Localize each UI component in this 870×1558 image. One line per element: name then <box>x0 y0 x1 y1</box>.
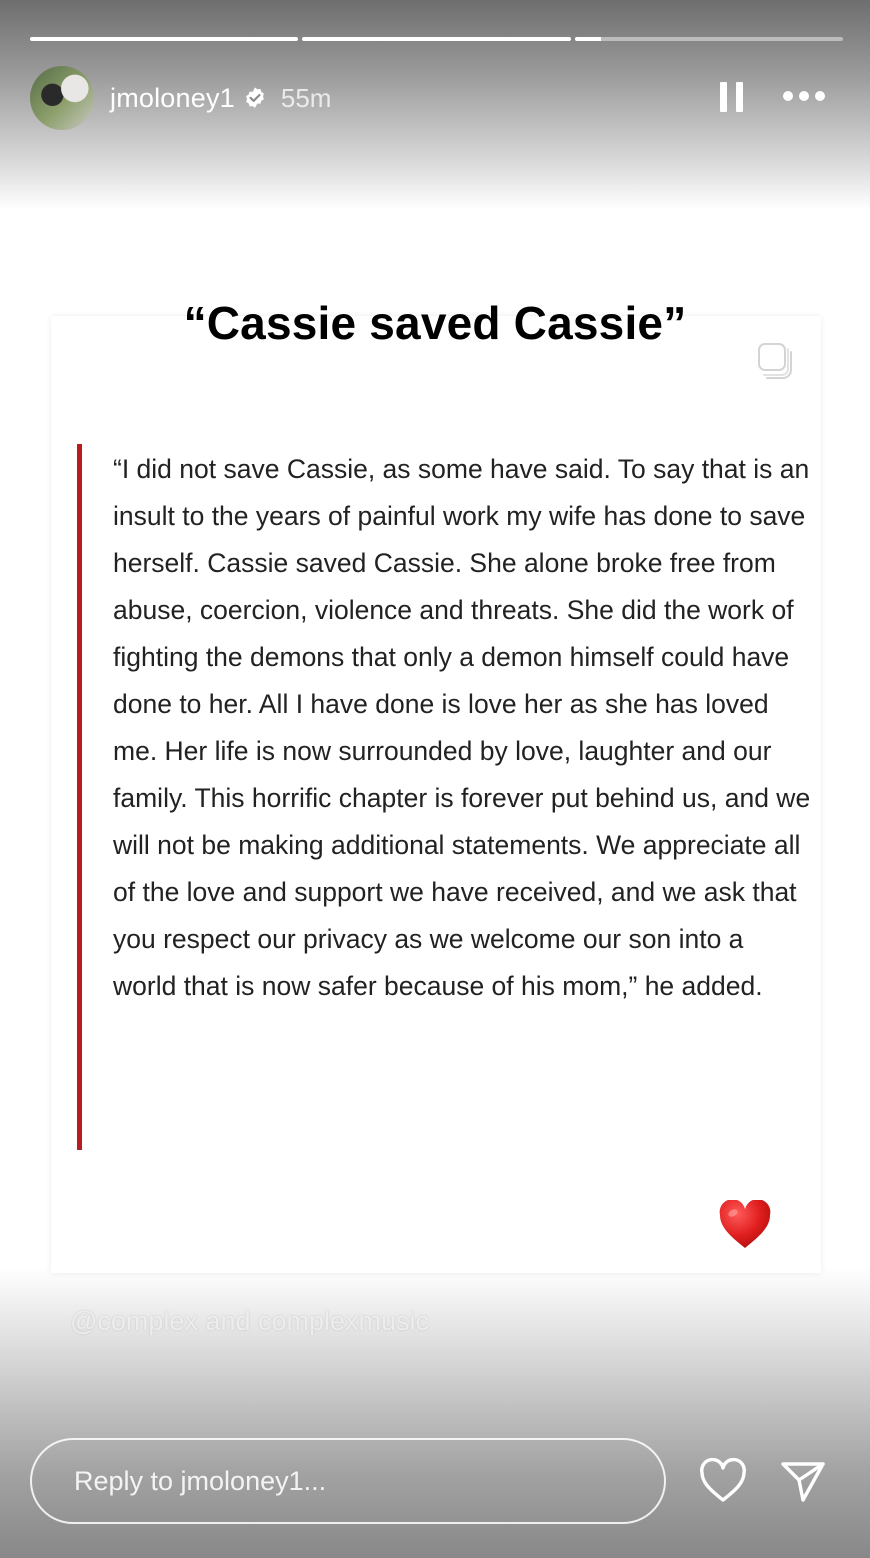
send-icon[interactable] <box>779 1458 827 1504</box>
progress-segment <box>575 37 843 41</box>
story-progress-bar <box>30 37 843 41</box>
username[interactable]: jmoloney1 <box>110 82 235 113</box>
more-options-icon[interactable] <box>782 86 826 106</box>
quote-accent-bar <box>77 444 82 1150</box>
reply-input[interactable] <box>72 1465 636 1498</box>
heart-outline-icon[interactable] <box>699 1458 747 1504</box>
progress-segment <box>302 37 570 41</box>
credit-caption: @complex and complexmusic <box>70 1306 430 1336</box>
profile-avatar[interactable] <box>30 66 94 130</box>
story-header <box>30 66 840 130</box>
post-time: 55m <box>280 82 332 113</box>
reply-field[interactable] <box>30 1438 666 1524</box>
quote-text: “I did not save Cassie, as some have said. To say that is an insult to the years of painful work my wife has done to save herself. Cassie saved Cassie. She alone broke free from abuse, coercion, violence and threats. She did the work of fighting the demons that only a demon himself could have done to her. All I have done is love her as she has loved me. Her life is now surrounded by love, laughter and our family. This horrific chapter is forever put behind us, and we will not be making additional statements. We appreciate all of the love and support we have received, and we ask that you respect our privacy as we welcome our son into a world that is now safer because of his mom,” he added. <box>113 454 811 1001</box>
red-heart-emoji <box>718 1200 772 1250</box>
verified-badge-icon <box>243 86 267 110</box>
headline: “Cassie saved Cassie” <box>183 297 687 349</box>
copy-icon <box>755 340 797 382</box>
pause-icon[interactable] <box>720 82 744 112</box>
progress-segment <box>30 37 298 41</box>
